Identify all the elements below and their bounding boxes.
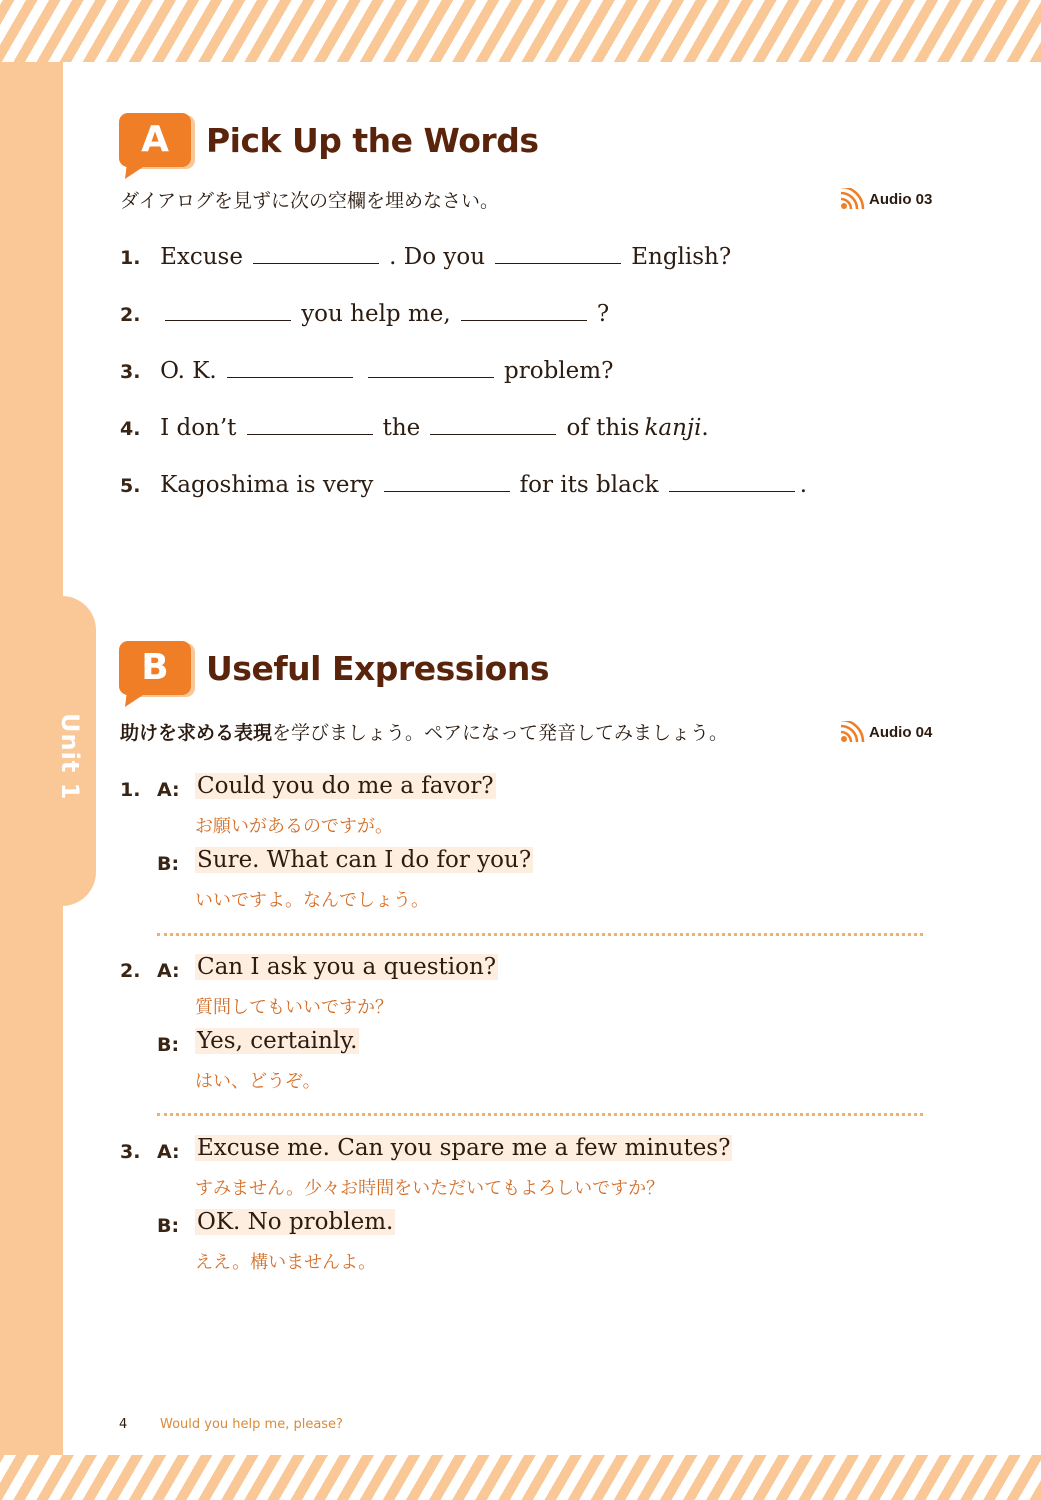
exercise-text: . bbox=[799, 472, 808, 498]
audio-wave-icon bbox=[840, 188, 865, 210]
blank-field[interactable] bbox=[247, 414, 373, 435]
exercise-text: I don’t bbox=[160, 415, 237, 441]
exercise-text: English? bbox=[631, 244, 732, 270]
exercise-number: 3. bbox=[120, 361, 141, 383]
english-line: Could you do me a favor? bbox=[197, 773, 494, 799]
exercise-text: . Do you bbox=[389, 244, 486, 270]
audio-wave-icon bbox=[840, 721, 865, 743]
section-b-title: Useful Expressions bbox=[206, 649, 549, 688]
section-b-badge bbox=[119, 641, 197, 713]
japanese-line: いいですよ。なんでしょう。 bbox=[195, 890, 429, 911]
unit-label: Unit 1 bbox=[56, 713, 84, 801]
exercise-text: . bbox=[701, 415, 709, 441]
exercise-number: 1. bbox=[120, 247, 141, 269]
exercise-row-5 bbox=[120, 471, 807, 505]
dialogue-number: 1. bbox=[120, 779, 141, 801]
exercise-text: Kagoshima is very bbox=[160, 472, 374, 498]
exercise-text: of this bbox=[566, 415, 640, 441]
blank-field[interactable] bbox=[384, 471, 510, 492]
exercise-row-1 bbox=[120, 243, 731, 277]
japanese-line: 質問してもいいですか？ bbox=[195, 997, 393, 1018]
english-line: Sure. What can I do for you? bbox=[197, 847, 532, 873]
exercise-text: ? bbox=[596, 301, 610, 327]
section-a-audio-label: Audio 03 bbox=[869, 190, 933, 208]
exercise-text: you help me, bbox=[301, 301, 451, 327]
blank-field[interactable] bbox=[461, 300, 587, 321]
exercise-text: the bbox=[382, 415, 421, 441]
section-a-letter: A bbox=[141, 119, 169, 160]
dotted-divider bbox=[157, 933, 923, 936]
exercise-text-italic: kanji bbox=[644, 415, 702, 441]
speaker-label: A: bbox=[157, 960, 180, 982]
instruction-rest: を学びましょう。ペアになって発音してみましょう。 bbox=[272, 722, 729, 744]
section-a-title: Pick Up the Words bbox=[206, 121, 539, 160]
english-line: Excuse me. Can you spare me a few minutes? bbox=[197, 1135, 731, 1161]
exercise-row-2 bbox=[120, 300, 609, 334]
english-line: Yes, certainly. bbox=[197, 1028, 358, 1054]
blank-field[interactable] bbox=[669, 471, 795, 492]
exercise-text: Excuse bbox=[160, 244, 243, 270]
exercise-row-3 bbox=[120, 357, 613, 391]
section-b-letter: B bbox=[141, 647, 169, 688]
exercise-number: 2. bbox=[120, 304, 141, 326]
speaker-label: B: bbox=[157, 1215, 180, 1237]
section-a-audio[interactable] bbox=[840, 187, 932, 211]
speaker-label: B: bbox=[157, 853, 180, 875]
japanese-line: ええ。構いませんよ。 bbox=[195, 1252, 377, 1273]
speaker-label: A: bbox=[157, 779, 180, 801]
japanese-line: はい、どうぞ。 bbox=[195, 1071, 321, 1092]
blank-field[interactable] bbox=[495, 243, 621, 264]
section-a-instruction: ダイアログを見ずに次の空欄を埋めなさい。 bbox=[120, 190, 500, 212]
exercise-text: for its black bbox=[519, 472, 659, 498]
dialogue-number: 2. bbox=[120, 960, 141, 982]
exercise-number: 4. bbox=[120, 418, 141, 440]
dotted-divider bbox=[157, 1113, 923, 1116]
section-b-audio[interactable] bbox=[840, 720, 932, 744]
japanese-line: すみません。少々お時間をいただいてもよろしいですか？ bbox=[195, 1178, 665, 1199]
footer-title: Would you help me, please? bbox=[160, 1417, 343, 1432]
exercise-text: problem? bbox=[504, 358, 614, 384]
exercise-row-4 bbox=[120, 414, 709, 448]
japanese-line: お願いがあるのですが。 bbox=[195, 816, 393, 837]
instruction-bold: 助けを求める表現 bbox=[120, 722, 273, 744]
exercise-number: 5. bbox=[120, 475, 141, 497]
bottom-stripe-border bbox=[0, 1455, 1041, 1500]
english-line: Can I ask you a question? bbox=[197, 954, 497, 980]
speaker-label: A: bbox=[157, 1141, 180, 1163]
speaker-label: B: bbox=[157, 1034, 180, 1056]
blank-field[interactable] bbox=[368, 357, 494, 378]
blank-field[interactable] bbox=[227, 357, 353, 378]
exercise-text: O. K. bbox=[160, 358, 217, 384]
top-stripe-border bbox=[0, 0, 1041, 62]
blank-field[interactable] bbox=[253, 243, 379, 264]
section-b-audio-label: Audio 04 bbox=[869, 723, 933, 741]
english-line: OK. No problem. bbox=[197, 1209, 394, 1235]
blank-field[interactable] bbox=[165, 300, 291, 321]
section-b-instruction bbox=[120, 718, 728, 745]
blank-field[interactable] bbox=[430, 414, 556, 435]
dialogue-number: 3. bbox=[120, 1141, 141, 1163]
section-a-badge bbox=[119, 113, 197, 185]
page-number: 4 bbox=[119, 1417, 128, 1432]
